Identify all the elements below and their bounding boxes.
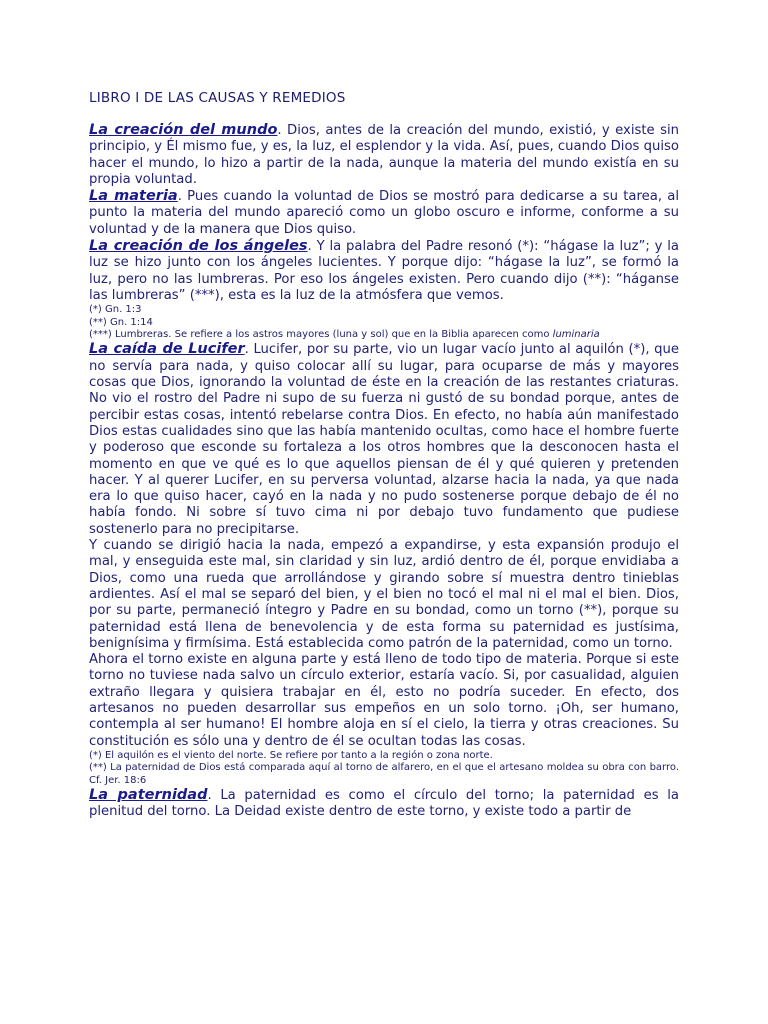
footnote: (**) Gn. 1:14 — [89, 316, 153, 328]
section-text: . La paternidad es como el círculo del torno; la paternidad es la plenitud del torno. La Deidad existe dentro de este torno, y existe todo a partir de — [89, 788, 679, 820]
section-lucifer — [89, 341, 679, 538]
footnote-text: (***) Lumbreras. Se refiere a los astros mayores (luna y sol) que en la Biblia aparecen como — [89, 329, 553, 341]
paragraph: Y cuando se dirigió hacia la nada, empezó a expandirse, y esta expansión produjo el mal, y enseguida este mal, sin claridad y sin luz, ardió dentro de él, porque envidiaba a Dios, como una rueda que arrollándose y girando sobre sí muestra dentro tinieblas ardientes. Así el mal se separó del bien, y el bien no tocó el mal ni el mal el bien. Dios, por su parte, permaneció íntegro y Padre en su bondad, como un torno (**), porque su paternidad está llena de benevolencia y de esta forma su paternidad es justísima, benignísima y firmísima. Está establecida como patrón de la paternidad, como un torno. — [89, 538, 679, 651]
section-heading: La caída de Lucifer — [89, 341, 245, 358]
section-text: . Dios, antes de la creación del mundo, existió, y existe sin principio, y Él mismo fue, y es, la luz, el esplendor y la vida. Así, pues, cuando Dios quiso hacer el mundo, lo hizo a partir de la nada, aunque la materia del mundo existía en su propia voluntad. — [89, 123, 679, 187]
section-materia — [89, 188, 679, 238]
footnote-italic: luminaria — [552, 329, 600, 341]
footnote: (**) La paternidad de Dios está comparada aquí al torno de alfarero, en el que el artesano moldea su obra con barro. Cf. Jer. 18:6 — [89, 762, 679, 786]
section-heading: La creación de los ángeles — [89, 238, 308, 255]
footnote: (*) Gn. 1:3 — [89, 304, 142, 316]
footnote — [89, 329, 679, 341]
section-text: . Pues cuando la voluntad de Dios se mostró para dedicarse a su tarea, al punto la materia del mundo apareció como un globo oscuro e informe, conforme a su voluntad y de la manera que Dios quiso. — [89, 189, 680, 237]
section-angeles — [89, 238, 679, 304]
section-heading: La materia — [89, 188, 178, 205]
section-text: . Y la palabra del Padre resonó (*): “hágase la luz”; y la luz se hizo junto con los ángeles lucientes. Y porque dijo: “hágase la luz”, se formó la luz, pero no las lumbreras. Por eso los ángeles existen. Pero cuando dijo (**): “háganse las lumbreras” (***), esta es la luz de la atmósfera que vemos. — [89, 239, 679, 303]
section-text: . Lucifer, por su parte, vio un lugar vacío junto al aquilón (*), que no servía para nada, y quiso colocar allí su lugar, para ocuparse de más y mayores cosas que Dios, ignorando la voluntad de éste en la creación de las restantes criaturas. No vio el rostro del Padre ni supo de su fuerza ni gustó de su bondad porque, antes de percibir estas cosas, intentó rebelarse contra Dios. En efecto, no había aún manifestado Dios estas cualidades sino que las había mantenido ocultas, como hace el hombre fuerte y poderoso que esconde su fortaleza a los otros hombres que la desconocen hasta el momento en que ve qué es lo que aquellos piensan de él y qué quieren y pretenden hacer. Y al querer Lucifer, en su perversa voluntad, alzarse hacia la nada, ya que nada era lo que quiso hacer, cayó en la nada y no pudo sostenerse porque debajo de él no había fondo. Ni sobre sí tuvo cima ni por debajo tuvo fundamento que pudiese sostenerlo para no precipitarse. — [89, 342, 679, 537]
section-heading: La paternidad — [89, 787, 208, 804]
page-title: LIBRO I DE LAS CAUSAS Y REMEDIOS — [89, 90, 346, 106]
section-paternidad — [89, 787, 679, 821]
section-heading: La creación del mundo — [89, 122, 278, 138]
section-creacion — [89, 122, 679, 188]
footnote: (*) El aquilón es el viento del norte. Se refiere por tanto a la región o zona norte. — [89, 749, 493, 761]
document-page — [89, 90, 679, 821]
paragraph: Ahora el torno existe en alguna parte y está lleno de todo tipo de materia. Porque si este torno no tuviese nada salvo un círculo exterior, estaría vacío. Si, por casualidad, alguien extraño llegara y quisiera trabajar en él, esto no podría suceder. En efecto, dos artesanos no pueden desarrollar sus empeños en un solo torno. ¡Oh, ser humano, contempla al ser humano! El hombre aloja en sí el cielo, la tierra y otras creaciones. Su constitución es sólo una y dentro de él se ocultan todas las cosas. — [89, 652, 679, 749]
